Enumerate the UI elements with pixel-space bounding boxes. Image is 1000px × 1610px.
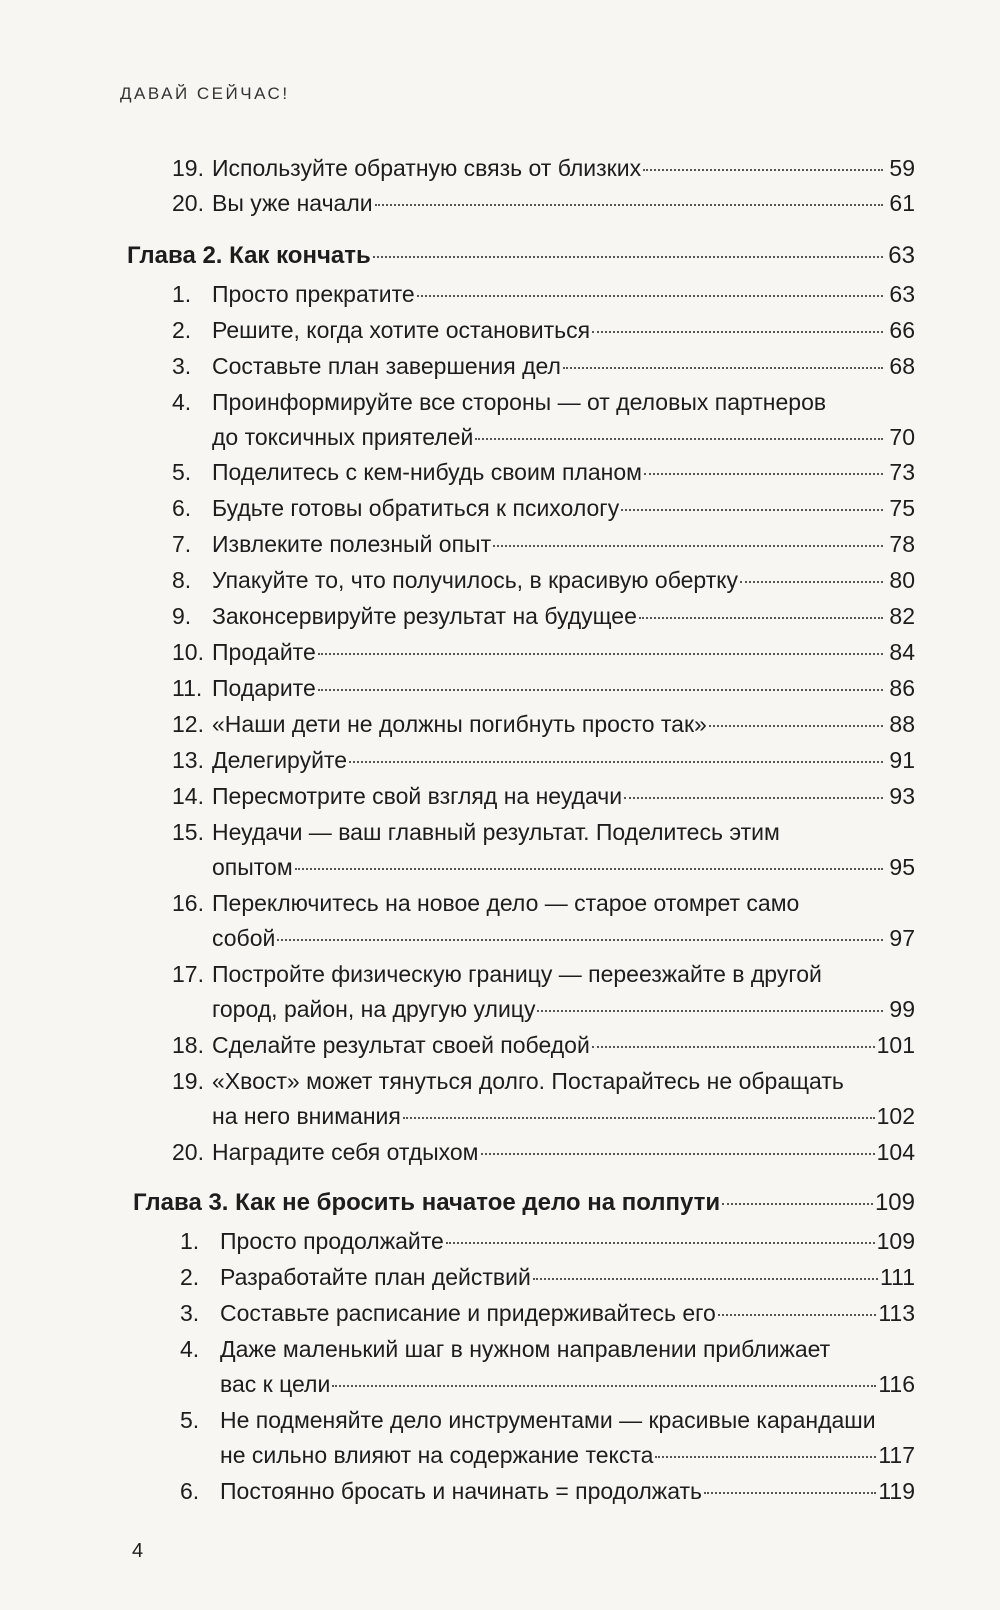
toc-chapter-entry[interactable] <box>127 243 915 269</box>
toc-page-number: 104 <box>876 1139 915 1165</box>
toc-item-number: 2. <box>172 317 192 343</box>
dot-leader <box>373 256 883 258</box>
toc-item-number: 16. <box>172 890 204 916</box>
toc-page-number: 91 <box>889 747 915 773</box>
toc-entry-title-line: Подарите <box>212 675 316 701</box>
toc-item-number: 13. <box>172 747 204 773</box>
dot-leader <box>643 169 883 171</box>
toc-item-entry[interactable] <box>180 1300 915 1326</box>
dot-leader <box>655 1456 876 1458</box>
toc-page-number: 73 <box>889 459 915 485</box>
toc-item-entry[interactable] <box>172 495 915 521</box>
toc-item-entry[interactable] <box>172 155 915 181</box>
toc-entry-title-line: Проинформируйте все стороны — от деловых партнеров <box>212 389 827 415</box>
dot-leader <box>375 204 883 206</box>
dot-leader <box>718 1314 877 1316</box>
toc-entry-title-line: Составьте расписание и придерживайтесь его <box>220 1300 716 1326</box>
toc-item-entry[interactable] <box>180 1478 915 1504</box>
toc-item-entry[interactable] <box>172 961 915 1022</box>
dot-leader <box>277 939 883 941</box>
toc-entry-title-line: «Наши дети не должны погибнуть просто так» <box>212 711 707 737</box>
dot-leader <box>621 509 883 511</box>
toc-item-number: 8. <box>172 567 192 593</box>
dot-leader <box>332 1385 876 1387</box>
toc-item-entry[interactable] <box>172 783 915 809</box>
toc-page-number: 101 <box>876 1032 915 1058</box>
toc-item-entry[interactable] <box>180 1336 915 1397</box>
toc-item-entry[interactable] <box>172 317 915 343</box>
toc-item-entry[interactable] <box>172 389 915 450</box>
toc-item-entry[interactable] <box>180 1228 915 1254</box>
toc-item-number: 6. <box>180 1478 200 1504</box>
toc-page-number: 78 <box>889 531 915 557</box>
toc-item-number: 10. <box>172 639 204 665</box>
dot-leader <box>537 1010 883 1012</box>
toc-item-entry[interactable] <box>180 1264 915 1290</box>
toc-entry-title-line: Упакуйте то, что получилось, в красивую обертку <box>212 567 739 593</box>
toc-page-number: 63 <box>888 242 915 269</box>
toc-page-number: 95 <box>889 854 915 880</box>
dot-leader <box>709 725 883 727</box>
toc-entry-title-line: Просто прекратите <box>212 281 415 307</box>
toc-page-number: 63 <box>889 281 915 307</box>
toc-item-entry[interactable] <box>172 353 915 379</box>
toc-item-entry[interactable] <box>172 1139 915 1165</box>
toc-item-number: 20. <box>172 1139 204 1165</box>
toc-item-number: 4. <box>180 1336 200 1362</box>
dot-leader <box>533 1278 878 1280</box>
toc-item-number: 9. <box>172 603 192 629</box>
toc-entry-title-line: опытом <box>212 854 293 880</box>
toc-page-number: 117 <box>878 1442 915 1468</box>
toc-entry-title-line: собой <box>212 925 276 951</box>
toc-entry-title-line: Постоянно бросать и начинать = продолжать <box>220 1478 703 1504</box>
toc-page-number: 113 <box>878 1300 915 1326</box>
toc-page-number: 97 <box>889 925 915 951</box>
toc-page-number: 99 <box>889 996 915 1022</box>
toc-page-number: 102 <box>876 1103 915 1129</box>
toc-entry-title-line: до токсичных приятелей <box>212 424 474 450</box>
toc-item-entry[interactable] <box>172 711 915 737</box>
toc-page-number: 116 <box>878 1371 915 1397</box>
chapter-title: Глава 2. Как кончать <box>127 242 371 269</box>
toc-item-number: 5. <box>172 459 192 485</box>
toc-entry-title-line: Постройте физическую границу — переезжайте в другой <box>212 961 822 987</box>
toc-item-entry[interactable] <box>172 675 915 701</box>
toc-item-number: 1. <box>172 281 192 307</box>
toc-page-number: 86 <box>889 675 915 701</box>
dot-leader <box>592 1046 875 1048</box>
toc-entry-title-line: город, район, на другую улицу <box>212 996 536 1022</box>
toc-entry-title-line: вас к цели <box>220 1371 331 1397</box>
toc-item-entry[interactable] <box>172 567 915 593</box>
toc-item-entry[interactable] <box>172 531 915 557</box>
toc-item-number: 17. <box>172 961 204 987</box>
toc-item-entry[interactable] <box>172 639 915 665</box>
dot-leader <box>592 331 883 333</box>
dot-leader <box>722 1203 873 1205</box>
toc-item-entry[interactable] <box>172 190 915 216</box>
toc-item-entry[interactable] <box>172 1032 915 1058</box>
toc-entry-title-line: Вы уже начали <box>212 190 373 216</box>
toc-page-number: 109 <box>874 1189 915 1216</box>
dot-leader <box>563 367 883 369</box>
toc-item-entry[interactable] <box>172 890 915 951</box>
toc-page-number: 80 <box>889 567 915 593</box>
toc-item-number: 5. <box>180 1407 200 1433</box>
toc-page-number: 88 <box>889 711 915 737</box>
toc-item-entry[interactable] <box>180 1407 915 1468</box>
toc-item-number: 20. <box>172 190 204 216</box>
toc-item-entry[interactable] <box>172 819 915 880</box>
toc-item-entry[interactable] <box>172 281 915 307</box>
toc-entry-title-line: Поделитесь с кем-нибудь своим планом <box>212 459 642 485</box>
toc-entry-title-line: Составьте план завершения дел <box>212 353 561 379</box>
dot-leader <box>318 689 883 691</box>
toc-entry-title-line: Переключитесь на новое дело — старое отомрет само <box>212 890 800 916</box>
running-head-title: ДАВАЙ СЕЙЧАС! <box>120 84 290 103</box>
toc-entry-title-line: Неудачи — ваш главный результат. Поделитесь этим <box>212 819 780 845</box>
dot-leader <box>481 1153 875 1155</box>
dot-leader <box>644 473 883 475</box>
toc-item-number: 1. <box>180 1228 200 1254</box>
toc-chapter-entry[interactable] <box>133 1190 915 1216</box>
toc-item-number: 6. <box>172 495 192 521</box>
toc-entry-title-line: Используйте обратную связь от близких <box>212 155 642 181</box>
dot-leader <box>740 581 883 583</box>
toc-entry-title-line: Извлеките полезный опыт <box>212 531 492 557</box>
dot-leader <box>639 617 883 619</box>
dot-leader <box>318 653 883 655</box>
toc-entry-title-line: Решите, когда хотите остановиться <box>212 317 591 343</box>
toc-entry-title-line: Сделайте результат своей победой <box>212 1032 590 1058</box>
toc-entry-title-line: Наградите себя отдыхом <box>212 1139 479 1165</box>
toc-entry-title-line: Пересмотрите свой взгляд на неудачи <box>212 783 623 809</box>
toc-page-number: 82 <box>889 603 915 629</box>
toc-page-number: 61 <box>889 190 915 216</box>
toc-entry-title-line: Законсервируйте результат на будущее <box>212 603 637 629</box>
toc-page-number: 109 <box>876 1228 915 1254</box>
toc-page-number: 93 <box>889 783 915 809</box>
toc-entry-title-line: Даже маленький шаг в нужном направлении приближает <box>220 1336 831 1362</box>
toc-item-entry[interactable] <box>172 459 915 485</box>
dot-leader <box>295 868 883 870</box>
toc-entry-title-line: на него внимания <box>212 1103 401 1129</box>
toc-page-number: 66 <box>889 317 915 343</box>
dot-leader <box>475 438 883 440</box>
toc-page-number: 84 <box>889 639 915 665</box>
toc-item-number: 4. <box>172 389 192 415</box>
toc-page-number: 59 <box>889 155 915 181</box>
toc-entry-title-line: Не подменяйте дело инструментами — красивые карандаши <box>220 1407 876 1433</box>
toc-entry-title-line: не сильно влияют на содержание текста <box>220 1442 654 1468</box>
toc-item-number: 2. <box>180 1264 200 1290</box>
toc-item-number: 15. <box>172 819 204 845</box>
toc-entry-title-line: Разработайте план действий <box>220 1264 531 1290</box>
page-number: 4 <box>132 1540 144 1562</box>
toc-entry-title-line: Просто продолжайте <box>220 1228 444 1254</box>
dot-leader <box>349 761 883 763</box>
toc-item-number: 19. <box>172 155 204 181</box>
toc-entry-title-line: «Хвост» может тянуться долго. Постарайтесь не обращать <box>212 1068 844 1094</box>
toc-page-number: 111 <box>880 1264 915 1290</box>
dot-leader <box>417 295 883 297</box>
toc-item-number: 11. <box>172 675 203 701</box>
dot-leader <box>403 1117 875 1119</box>
toc-page-number: 68 <box>889 353 915 379</box>
toc-item-number: 7. <box>172 531 192 557</box>
toc-item-number: 3. <box>180 1300 200 1326</box>
dot-leader <box>704 1492 876 1494</box>
toc-page-number: 70 <box>889 424 915 450</box>
toc-page-number: 119 <box>878 1478 915 1504</box>
toc-item-number: 3. <box>172 353 192 379</box>
chapter-title: Глава 3. Как не бросить начатое дело на полпути <box>133 1189 721 1216</box>
toc-entry-title-line: Делегируйте <box>212 747 348 773</box>
toc-entry-title-line: Будьте готовы обратиться к психологу <box>212 495 620 521</box>
toc-item-entry[interactable] <box>172 747 915 773</box>
toc-item-entry[interactable] <box>172 603 915 629</box>
toc-item-number: 18. <box>172 1032 204 1058</box>
toc-item-entry[interactable] <box>172 1068 915 1129</box>
toc-item-number: 19. <box>172 1068 204 1094</box>
toc-entry-title-line: Продайте <box>212 639 316 665</box>
dot-leader <box>493 545 883 547</box>
toc-page-number: 75 <box>889 495 915 521</box>
dot-leader <box>446 1242 875 1244</box>
toc-item-number: 12. <box>172 711 204 737</box>
toc-item-number: 14. <box>172 783 204 809</box>
dot-leader <box>624 797 883 799</box>
